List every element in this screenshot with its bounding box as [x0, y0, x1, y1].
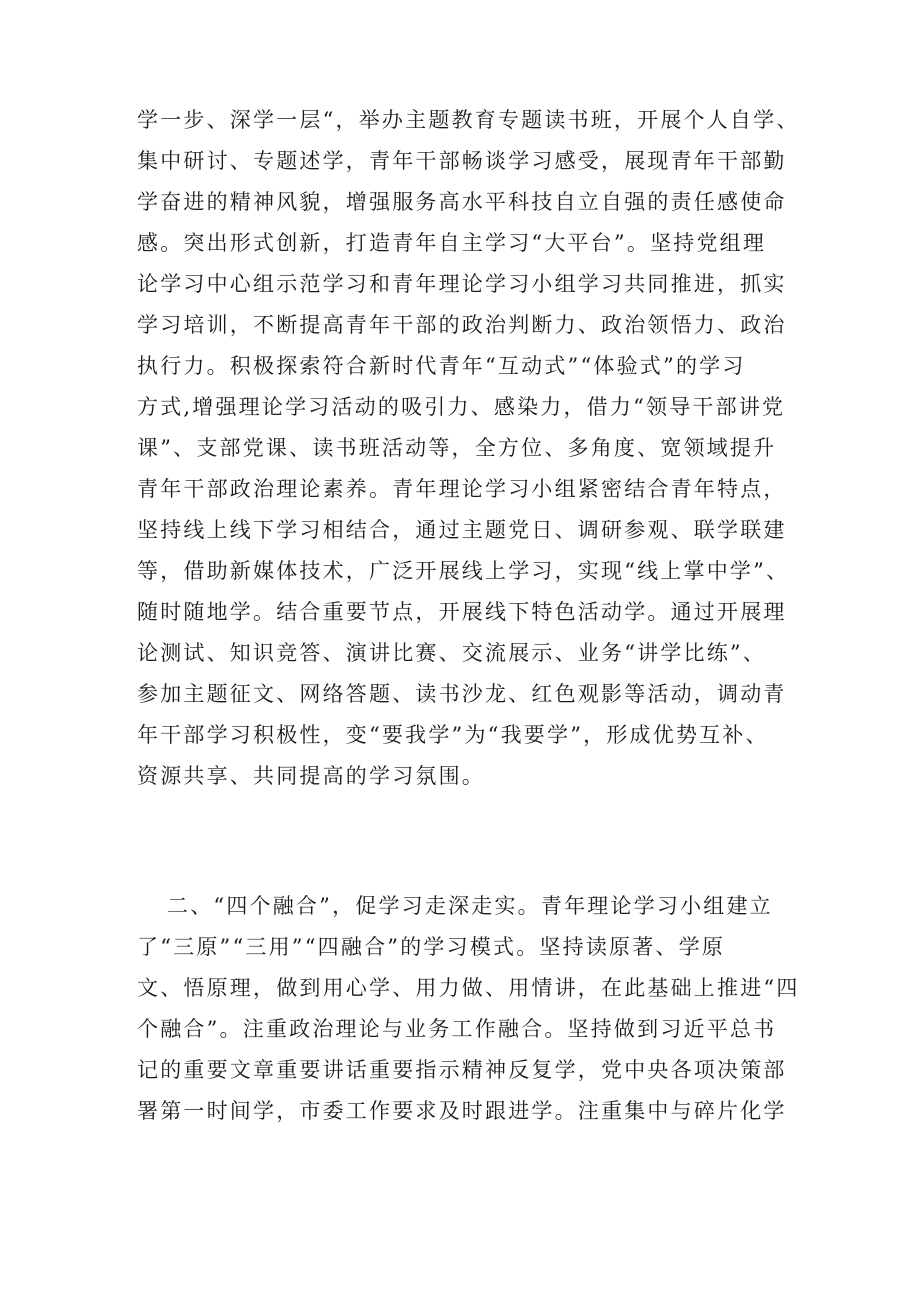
paragraph-line: 署第一时间学，市委工作要求及时跟进学。注重集中与碎片化学: [137, 1099, 787, 1123]
paragraph-line: 学一步、深学一层“，举办主题教育专题读书班，开展个人自学、: [137, 108, 800, 132]
paragraph-line: 集中研讨、专题述学，青年干部畅谈学习感受，展现青年干部勤: [137, 149, 787, 173]
paragraph-line: 参加主题征文、网络答题、读书沙龙、红色观影等活动，调动青: [137, 682, 787, 706]
paragraph-line: 执行力。积极探索符合新时代青年“互动式”“体验式”的学习: [137, 354, 746, 378]
paragraph-line: 年干部学习积极性，变“要我学”为“我要学”，形成优势互补、: [137, 723, 769, 747]
paragraph-2: [137, 886, 800, 1132]
paragraph-line: 论学习中心组示范学习和青年理论学习小组学习共同推进，抓实: [137, 272, 787, 296]
paragraph-line: 随时随地学。结合重要节点，开展线下特色活动学。通过开展理: [137, 600, 787, 624]
paragraph-line: 等，借助新媒体技术，广泛开展线上学习，实现“线上掌中学”、: [137, 559, 790, 583]
paragraph-line: 记的重要文章重要讲话重要指示精神反复学，党中央各项决策部: [137, 1058, 787, 1082]
paragraph-line: 资源共享、共同提高的学习氛围。: [137, 764, 485, 788]
paragraph-line: 课”、支部党课、读书班活动等，全方位、多角度、宽领域提升: [137, 436, 777, 460]
paragraph-line: 学习培训，不断提高青年干部的政治判断力、政治领悟力、政治: [137, 313, 787, 337]
paragraph-1: [137, 100, 800, 797]
paragraph-line: 论测试、知识竞答、演讲比赛、交流展示、业务“讲学比练”、: [137, 641, 767, 665]
paragraph-line: 学奋进的精神风貌，增强服务高水平科技自立自强的责任感使命: [137, 190, 787, 214]
paragraph-line: 感。突出形式创新，打造青年自主学习“大平台”。坚持党组理: [137, 231, 767, 255]
paragraph-line: 青年干部政治理论素养。青年理论学习小组紧密结合青年特点，: [137, 477, 787, 501]
paragraph-line: 个融合”。注重政治理论与业务工作融合。坚持做到习近平总书: [137, 1017, 777, 1041]
paragraph-line: 文、悟原理，做到用心学、用力做、用情讲，在此基础上推进“四: [137, 976, 800, 1000]
paragraph-line: 二、“四个融合”，促学习走深走实。青年理论学习小组建立: [167, 894, 773, 918]
paragraph-line: 坚持线上线下学习相结合，通过主题党日、调研参观、联学联建: [137, 518, 787, 542]
paragraph-line: 方式,增强理论学习活动的吸引力、感染力，借力“领导干部讲党: [137, 395, 786, 419]
paragraph-line: 了“三原”“三用”“四融合”的学习模式。坚持读原著、学原: [137, 935, 726, 959]
